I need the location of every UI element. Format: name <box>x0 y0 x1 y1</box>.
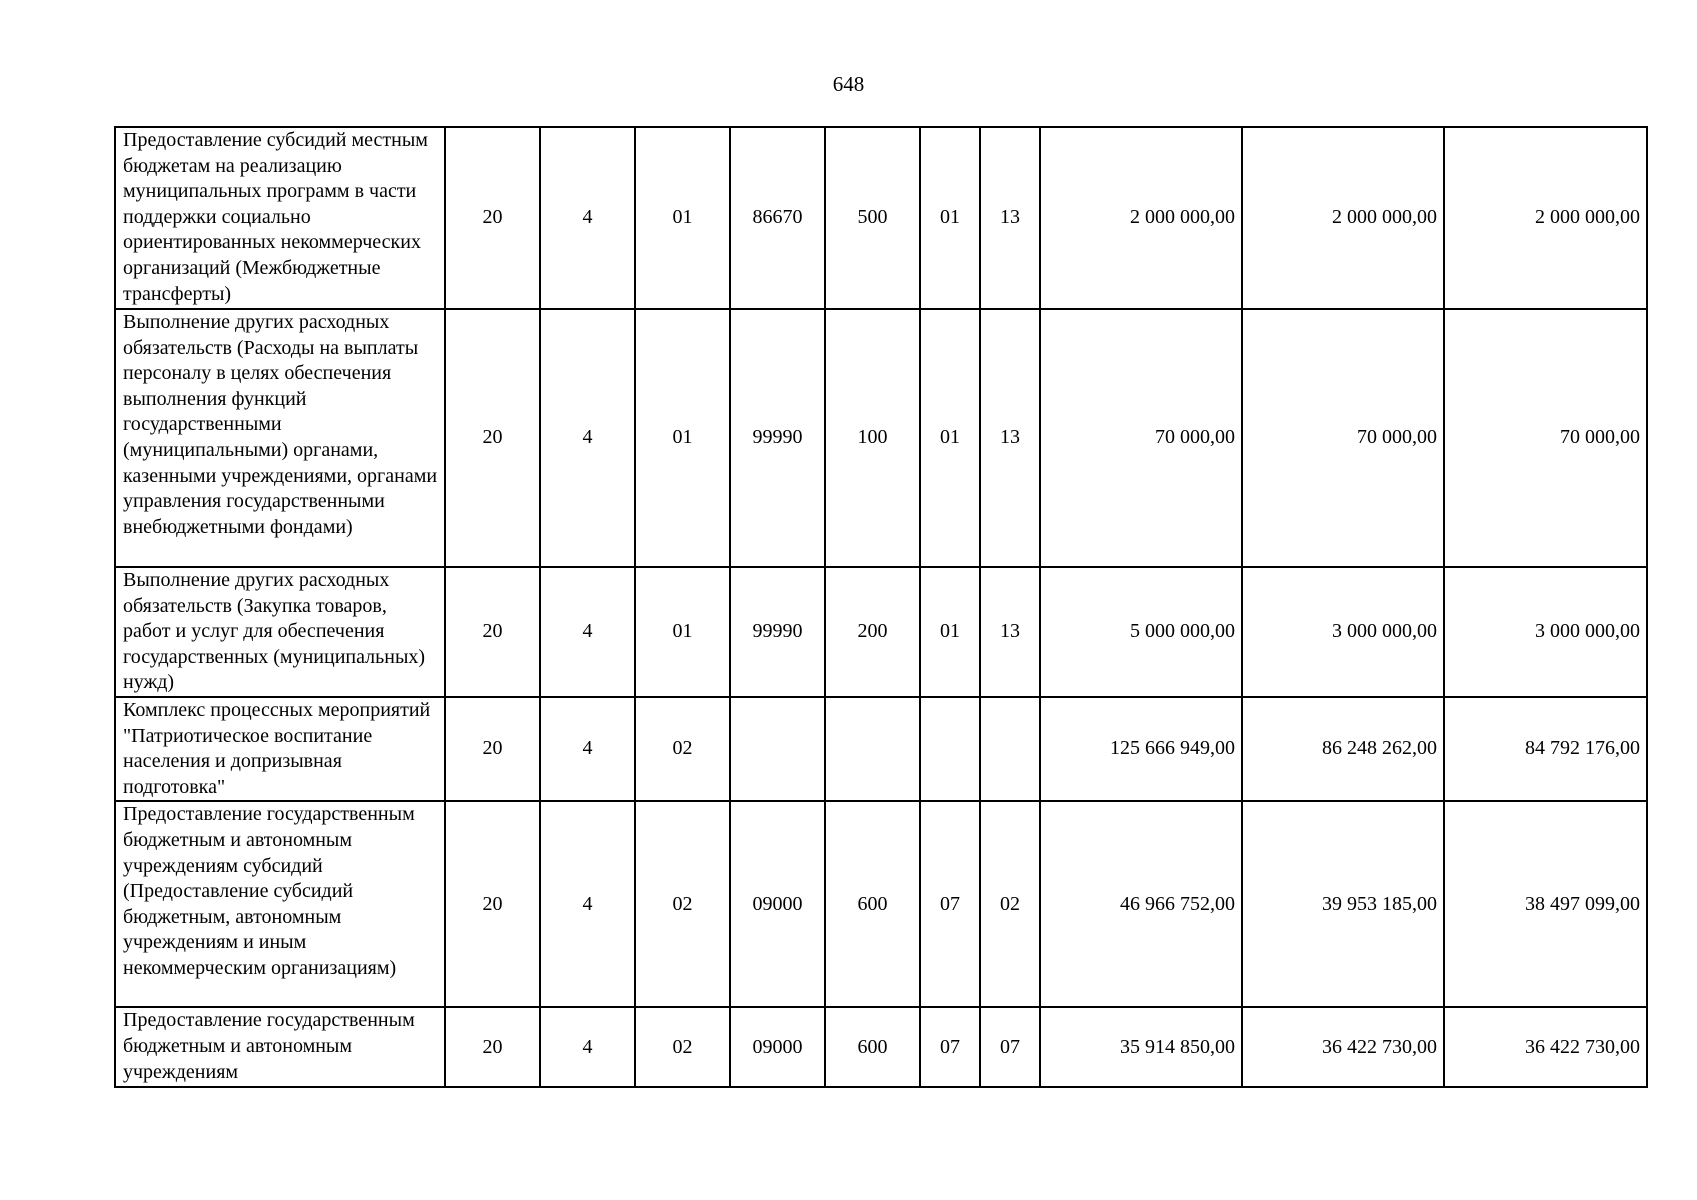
table-row <box>115 309 1647 567</box>
code-cell: 02 <box>980 801 1040 1007</box>
amount-cell: 86 248 262,00 <box>1242 697 1444 801</box>
code-cell: 99990 <box>730 567 825 697</box>
amount-cell: 2 000 000,00 <box>1242 127 1444 309</box>
code-cell: 07 <box>920 801 980 1007</box>
amount-cell: 2 000 000,00 <box>1040 127 1242 309</box>
code-cell: 20 <box>445 309 540 567</box>
code-cell: 20 <box>445 801 540 1007</box>
code-cell: 01 <box>920 567 980 697</box>
code-cell: 07 <box>920 1007 980 1087</box>
code-cell: 4 <box>540 567 635 697</box>
expense-name-cell: Предоставление субсидий местным бюджетам на реализацию муниципальных программ в части поддержки социально ориентированных некоммерческих организаций (Межбюджетные трансферты) <box>115 127 445 309</box>
code-cell: 09000 <box>730 801 825 1007</box>
code-cell: 100 <box>825 309 920 567</box>
budget-table <box>114 126 1648 1088</box>
code-cell: 600 <box>825 801 920 1007</box>
page-number: 648 <box>832 72 865 96</box>
code-cell: 20 <box>445 1007 540 1087</box>
code-cell: 4 <box>540 697 635 801</box>
table-row <box>115 127 1647 309</box>
expense-name-cell: Предоставление государственным бюджетным и автономным учреждениям субсидий (Предоставление субсидий бюджетным, автономным учреждениям и иным некоммерческим организациям) <box>115 801 445 1007</box>
amount-cell: 125 666 949,00 <box>1040 697 1242 801</box>
expense-name-cell: Выполнение других расходных обязательств (Закупка товаров, работ и услуг для обеспечения государственных (муниципальных) нужд) <box>115 567 445 697</box>
code-cell: 20 <box>445 127 540 309</box>
amount-cell: 38 497 099,00 <box>1444 801 1647 1007</box>
code-cell: 20 <box>445 567 540 697</box>
code-cell <box>825 697 920 801</box>
code-cell: 01 <box>920 127 980 309</box>
amount-cell: 2 000 000,00 <box>1444 127 1647 309</box>
amount-cell: 36 422 730,00 <box>1444 1007 1647 1087</box>
amount-cell: 70 000,00 <box>1040 309 1242 567</box>
code-cell: 99990 <box>730 309 825 567</box>
code-cell: 20 <box>445 697 540 801</box>
amount-cell: 35 914 850,00 <box>1040 1007 1242 1087</box>
code-cell <box>730 697 825 801</box>
code-cell: 09000 <box>730 1007 825 1087</box>
amount-cell: 46 966 752,00 <box>1040 801 1242 1007</box>
code-cell: 01 <box>635 309 730 567</box>
code-cell: 01 <box>635 127 730 309</box>
table-row <box>115 801 1647 1007</box>
code-cell: 4 <box>540 801 635 1007</box>
code-cell: 4 <box>540 309 635 567</box>
code-cell: 07 <box>980 1007 1040 1087</box>
expense-name-cell: Выполнение других расходных обязательств (Расходы на выплаты персоналу в целях обеспечения выполнения функций государственными (муниципальными) органами, казенными учреждениями, органами управления государственными внебюджетными фондами) <box>115 309 445 567</box>
amount-cell: 39 953 185,00 <box>1242 801 1444 1007</box>
amount-cell: 70 000,00 <box>1242 309 1444 567</box>
amount-cell: 3 000 000,00 <box>1242 567 1444 697</box>
code-cell: 86670 <box>730 127 825 309</box>
code-cell: 13 <box>980 127 1040 309</box>
table-row <box>115 567 1647 697</box>
code-cell: 01 <box>920 309 980 567</box>
amount-cell: 84 792 176,00 <box>1444 697 1647 801</box>
amount-cell: 70 000,00 <box>1444 309 1647 567</box>
code-cell: 01 <box>635 567 730 697</box>
code-cell: 02 <box>635 801 730 1007</box>
amount-cell: 5 000 000,00 <box>1040 567 1242 697</box>
expense-name-cell: Комплекс процессных мероприятий "Патриотическое воспитание населения и допризывная подготовка" <box>115 697 445 801</box>
table-row <box>115 697 1647 801</box>
code-cell: 13 <box>980 309 1040 567</box>
code-cell: 13 <box>980 567 1040 697</box>
code-cell: 200 <box>825 567 920 697</box>
amount-cell: 36 422 730,00 <box>1242 1007 1444 1087</box>
code-cell <box>920 697 980 801</box>
table-row <box>115 1007 1647 1087</box>
code-cell: 4 <box>540 1007 635 1087</box>
expense-name-cell: Предоставление государственным бюджетным и автономным учреждениям <box>115 1007 445 1087</box>
code-cell: 02 <box>635 697 730 801</box>
code-cell: 500 <box>825 127 920 309</box>
amount-cell: 3 000 000,00 <box>1444 567 1647 697</box>
code-cell: 600 <box>825 1007 920 1087</box>
code-cell: 4 <box>540 127 635 309</box>
code-cell: 02 <box>635 1007 730 1087</box>
code-cell <box>980 697 1040 801</box>
